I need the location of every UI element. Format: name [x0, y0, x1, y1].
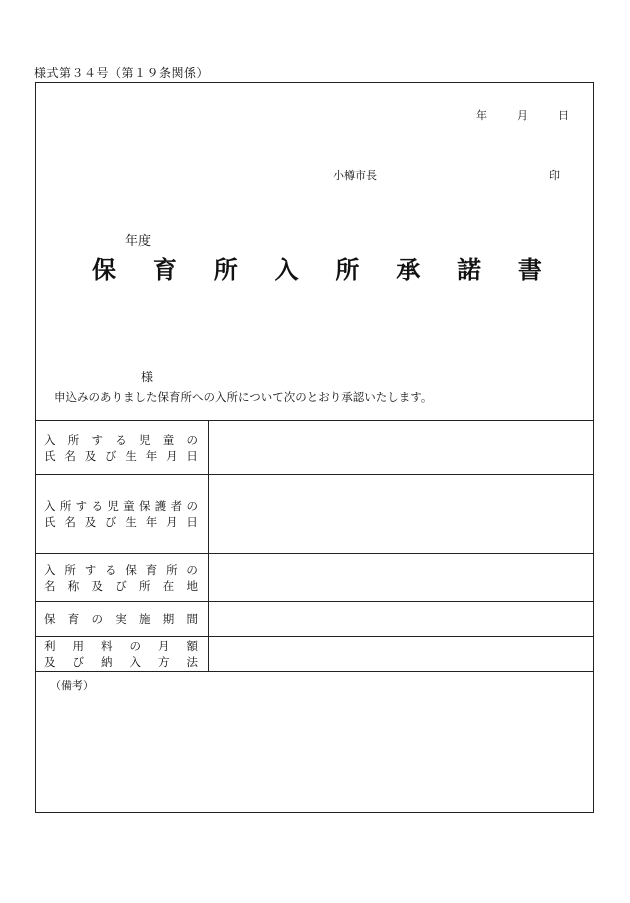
row-label-period — [36, 602, 209, 637]
label-line — [44, 432, 198, 448]
title-char: 諾 — [457, 254, 482, 284]
label-char: 入 — [44, 432, 56, 447]
label-char: 童 — [123, 499, 135, 513]
title-char: 所 — [213, 254, 238, 284]
label-char: 所 — [139, 578, 151, 593]
title-char: 書 — [517, 254, 542, 284]
title-char: 保 — [92, 254, 116, 284]
date-year-label: 年 — [476, 109, 487, 122]
field-nursery-name-address[interactable] — [209, 554, 594, 602]
label-char: 入 — [129, 655, 141, 669]
details-table — [35, 420, 594, 672]
label-char: 日 — [186, 448, 198, 463]
label-char: 保 — [44, 612, 56, 626]
field-care-period[interactable] — [209, 602, 594, 637]
row-label-nursery — [36, 554, 209, 602]
label-char: 氏 — [44, 448, 56, 463]
label-char: び — [115, 578, 127, 593]
label-line — [44, 498, 198, 514]
label-line — [44, 562, 198, 578]
row-label-text — [36, 611, 208, 627]
title-char: 所 — [335, 254, 360, 284]
label-char: 実 — [115, 612, 127, 626]
label-char: 名 — [64, 515, 76, 529]
label-char: 入 — [44, 562, 56, 577]
row-label-text — [36, 562, 208, 594]
label-char: 名 — [44, 578, 56, 593]
row-label-fee — [36, 637, 209, 672]
row-label-guardian — [36, 475, 209, 554]
label-line — [44, 448, 198, 464]
title-char: 承 — [396, 254, 421, 284]
field-monthly-fee-payment[interactable] — [209, 637, 594, 672]
label-char: る — [105, 562, 117, 577]
label-char: 間 — [186, 612, 198, 626]
issuer-title: 小樽市長 — [333, 169, 377, 182]
form-number: 様式第３４号（第１９条関係） — [34, 66, 210, 80]
label-char: 施 — [139, 612, 151, 626]
seal-mark: 印 — [549, 169, 560, 182]
label-char: 方 — [158, 655, 170, 669]
label-char: 保 — [138, 499, 151, 513]
date-line — [476, 107, 569, 123]
table-row — [36, 602, 594, 637]
label-char: の — [129, 639, 141, 653]
date-month-label: 月 — [517, 109, 528, 122]
label-char: す — [84, 562, 97, 577]
table-row — [36, 475, 594, 554]
field-child-name-birthdate[interactable] — [209, 421, 594, 475]
label-char: 所 — [64, 562, 76, 577]
addressee-suffix: 様 — [141, 370, 154, 384]
row-label-text — [36, 432, 208, 464]
label-char: の — [91, 612, 103, 626]
label-char: 用 — [72, 639, 84, 653]
label-char: 及 — [84, 448, 97, 463]
remarks-label: （備考） — [50, 679, 94, 692]
label-char: 所 — [67, 432, 80, 447]
label-char: び — [105, 448, 117, 463]
label-char: す — [91, 432, 103, 447]
label-char: 年 — [145, 448, 158, 463]
row-label-text — [36, 498, 208, 530]
document-title — [92, 251, 542, 283]
label-char: 期 — [162, 612, 175, 626]
label-char: の — [186, 562, 198, 577]
label-char: 育 — [145, 562, 158, 577]
label-char: 額 — [186, 639, 198, 653]
label-char: 納 — [101, 655, 113, 669]
label-char: 育 — [67, 612, 80, 626]
document-frame — [35, 82, 594, 813]
label-char: す — [75, 499, 88, 513]
label-char: 地 — [186, 578, 198, 593]
label-char: 日 — [186, 515, 198, 529]
label-char: 所 — [59, 499, 72, 513]
field-guardian-name-birthdate[interactable] — [209, 475, 594, 554]
title-char: 入 — [274, 254, 299, 284]
table-row — [36, 421, 594, 475]
label-char: 児 — [107, 499, 119, 513]
approval-notice: 申込みのありました保育所への入所について次のとおり承認いたします。 — [54, 390, 433, 404]
label-char: 保 — [125, 562, 137, 577]
title-char: 育 — [152, 254, 177, 284]
label-char: 及 — [44, 655, 56, 669]
label-char: 名 — [64, 448, 76, 463]
table-row — [36, 637, 594, 672]
fiscal-year-label: 年度 — [125, 234, 152, 249]
label-char: 在 — [162, 578, 175, 593]
label-char: 及 — [84, 515, 97, 529]
row-label-child — [36, 421, 209, 475]
label-char: 護 — [154, 499, 167, 513]
label-line — [44, 611, 198, 627]
row-label-text — [36, 638, 208, 670]
label-line — [44, 638, 198, 654]
label-char: び — [72, 655, 84, 669]
label-char: 利 — [44, 639, 56, 653]
label-char: 及 — [91, 578, 103, 593]
label-line — [44, 514, 198, 530]
label-char: 生 — [125, 448, 137, 463]
table-row — [36, 554, 594, 602]
label-line — [44, 578, 198, 594]
label-char: の — [186, 432, 198, 447]
label-char: 法 — [186, 655, 198, 669]
label-char: 月 — [166, 515, 178, 529]
label-char: の — [186, 499, 198, 513]
label-char: る — [115, 432, 127, 447]
label-char: 童 — [162, 432, 175, 447]
label-char: 氏 — [44, 515, 56, 529]
date-day-label: 日 — [558, 109, 569, 122]
label-char: 月 — [158, 639, 170, 653]
label-char: 生 — [125, 515, 137, 529]
label-char: 月 — [166, 448, 178, 463]
label-char: 所 — [166, 562, 178, 577]
label-char: 児 — [139, 432, 151, 447]
label-char: 入 — [44, 499, 56, 513]
label-char: 者 — [170, 499, 183, 513]
label-char: る — [91, 499, 103, 513]
label-char: 称 — [67, 578, 80, 593]
label-char: 年 — [145, 515, 158, 529]
label-line — [44, 654, 198, 670]
label-char: び — [105, 515, 117, 529]
label-char: 料 — [101, 639, 113, 653]
